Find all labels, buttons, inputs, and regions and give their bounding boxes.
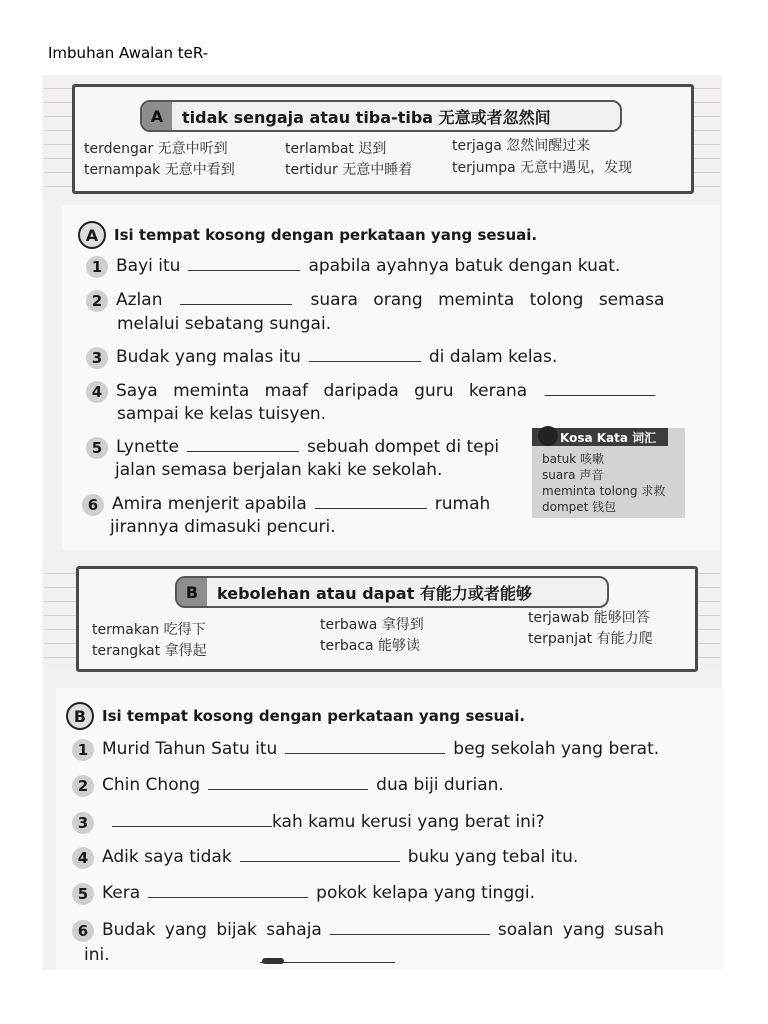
question-text: dua biji durian.	[376, 775, 504, 795]
question-text: rumah	[434, 494, 491, 514]
vocabulary-title: Kosa Kata 词汇	[532, 428, 668, 446]
answer-blank[interactable]	[187, 450, 299, 452]
question-text: pokok kelapa yang tinggi.	[316, 883, 536, 903]
word-box-b-tag: B	[177, 578, 207, 606]
question-text: Lynette	[116, 437, 179, 457]
question-text: soalan yang susah	[497, 920, 664, 940]
question-text: kah kamu kerusi yang berat ini?	[272, 812, 545, 832]
question-a-5-line-2: jalan semasa berjalan kaki ke sekolah.	[115, 460, 443, 480]
word-box-a-tag: A	[142, 102, 172, 130]
answer-blank[interactable]	[112, 825, 272, 827]
question-b-6-line-2: ini.	[84, 945, 110, 965]
word-box-b-header	[175, 576, 609, 608]
question-text: apabila ayahnya batuk dengan kuat.	[308, 256, 621, 276]
exercise-a-instruction-row	[78, 221, 537, 249]
question-text: Saya meminta maaf daripada guru kerana	[116, 381, 528, 401]
question-text: Azlan	[116, 290, 163, 310]
exercise-a-instruction: Isi tempat kosong dengan perkataan yang sesuai.	[114, 226, 538, 244]
answer-blank[interactable]	[208, 788, 368, 790]
answer-blank[interactable]	[240, 860, 400, 862]
question-a-2-line-2: melalui sebatang sungai.	[117, 314, 332, 334]
vocabulary-item: batuk 咳嗽	[542, 452, 605, 466]
word-b-6: terpanjat 有能力爬	[528, 631, 653, 647]
question-number: 4	[86, 381, 108, 403]
question-b-3	[72, 812, 545, 834]
vocabulary-item: meminta tolong 求救	[542, 484, 666, 498]
question-text: Budak yang malas itu	[116, 347, 301, 367]
question-b-4	[72, 847, 578, 869]
question-number: 4	[72, 847, 94, 869]
bottom-scribble	[262, 958, 284, 964]
vocabulary-item: suara 声音	[542, 468, 604, 482]
word-a-5: tertidur 无意中睡着	[285, 162, 413, 178]
question-number: 6	[72, 920, 94, 942]
question-a-4	[86, 381, 663, 403]
word-box-b-title: kebolehan atau dapat 有能力或者能够	[217, 583, 532, 603]
exercise-a-badge: A	[78, 221, 106, 249]
question-b-6	[72, 920, 664, 942]
exercise-b-badge: B	[66, 702, 94, 730]
word-a-4: ternampak 无意中看到	[84, 162, 235, 178]
question-b-5	[72, 883, 535, 905]
question-number: 2	[86, 290, 108, 312]
question-text: suara orang meminta tolong semasa	[310, 290, 665, 310]
question-number: 6	[82, 494, 104, 516]
question-text: Amira menjerit apabila	[112, 494, 307, 514]
question-text: Kera	[102, 883, 141, 903]
word-b-5: terbaca 能够读	[320, 638, 421, 654]
question-text: sebuah dompet di tepi	[307, 437, 500, 457]
answer-blank[interactable]	[285, 752, 445, 754]
question-number: 1	[72, 739, 94, 761]
answer-blank[interactable]	[180, 303, 292, 305]
vocabulary-box	[532, 428, 685, 518]
vocabulary-item: dompet 钱包	[542, 500, 617, 514]
question-text: Budak yang bijak sahaja	[102, 920, 322, 940]
question-number: 5	[86, 437, 108, 459]
question-number: 1	[86, 256, 108, 278]
word-a-3: terjaga 忽然间醒过来	[452, 138, 591, 154]
question-text: di dalam kelas.	[428, 347, 558, 367]
answer-blank[interactable]	[309, 360, 421, 362]
question-number: 2	[72, 775, 94, 797]
question-text: beg sekolah yang berat.	[453, 739, 660, 759]
question-a-4-line-2: sampai ke kelas tuisyen.	[117, 404, 327, 424]
exercise-b-instruction-row	[66, 702, 525, 730]
word-a-6: terjumpa 无意中遇见，发现	[452, 160, 633, 176]
question-a-3	[86, 347, 557, 369]
word-b-1: termakan 吃得下	[92, 622, 206, 638]
question-b-1	[72, 739, 659, 761]
word-b-2: terbawa 拿得到	[320, 617, 424, 633]
word-b-4: terangkat 拿得起	[92, 643, 207, 659]
word-box-a-title: tidak sengaja atau tiba-tiba 无意或者忽然间	[182, 107, 551, 127]
document-title: Imbuhan Awalan teR-	[48, 44, 209, 62]
question-a-6	[82, 494, 490, 516]
answer-blank[interactable]	[148, 896, 308, 898]
word-box-a-header	[140, 100, 622, 132]
question-text: Murid Tahun Satu itu	[102, 739, 278, 759]
question-a-1	[86, 256, 620, 278]
word-b-3: terjawab 能够回答	[528, 610, 650, 626]
question-text: Bayi itu	[116, 256, 181, 276]
question-number: 5	[72, 883, 94, 905]
question-b-2	[72, 775, 504, 797]
question-a-5	[86, 437, 499, 459]
answer-blank[interactable]	[330, 933, 490, 935]
question-number: 3	[86, 347, 108, 369]
question-a-2	[86, 290, 664, 312]
vocabulary-icon	[538, 426, 558, 446]
exercise-b-instruction: Isi tempat kosong dengan perkataan yang sesuai.	[102, 707, 526, 725]
question-text: Chin Chong	[102, 775, 201, 795]
word-a-2: terlambat 迟到	[285, 141, 387, 157]
answer-blank[interactable]	[545, 394, 655, 396]
word-a-1: terdengar 无意中听到	[84, 141, 228, 157]
answer-blank[interactable]	[188, 269, 300, 271]
question-text: Adik saya tidak	[102, 847, 232, 867]
question-text: buku yang tebal itu.	[407, 847, 579, 867]
question-number: 3	[72, 812, 94, 834]
answer-blank[interactable]	[315, 507, 427, 509]
question-a-6-line-2: jirannya dimasuki pencuri.	[110, 517, 336, 537]
